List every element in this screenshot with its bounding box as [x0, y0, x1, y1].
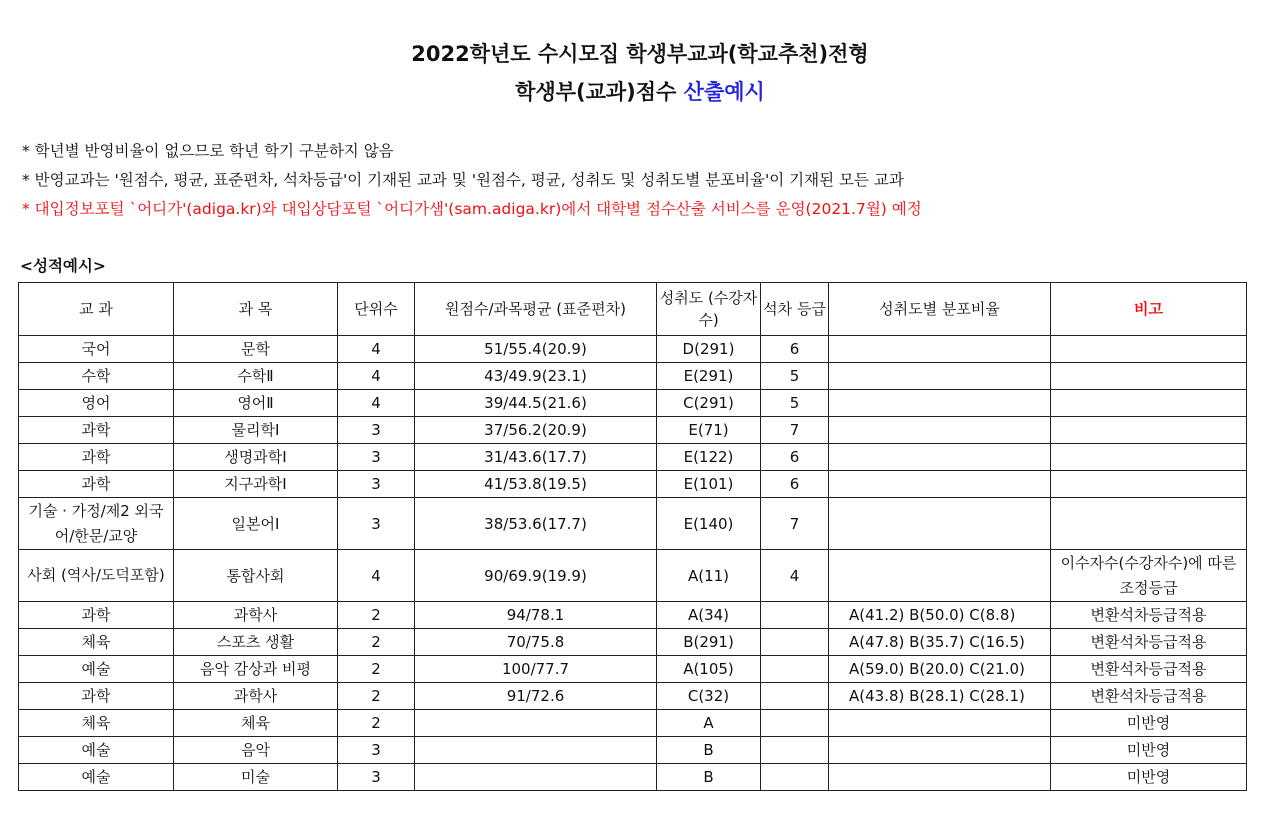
cell-remark: 미반영	[1051, 710, 1247, 737]
table-row	[19, 683, 1247, 710]
header-remark: 비고	[1051, 283, 1247, 336]
cell-achievement: A(11)	[657, 550, 761, 602]
cell-rank: 6	[761, 336, 829, 363]
cell-ratio	[829, 336, 1051, 363]
table-row	[19, 629, 1247, 656]
cell-units: 2	[338, 656, 415, 683]
cell-subject-area: 체육	[19, 710, 174, 737]
cell-score: 43/49.9(23.1)	[415, 363, 657, 390]
header-subject: 과 목	[174, 283, 338, 336]
cell-achievement: D(291)	[657, 336, 761, 363]
table-row	[19, 602, 1247, 629]
cell-remark: 변환석차등급적용	[1051, 602, 1247, 629]
cell-ratio	[829, 498, 1051, 550]
cell-score: 70/75.8	[415, 629, 657, 656]
cell-score: 41/53.8(19.5)	[415, 471, 657, 498]
cell-subject-area: 수학	[19, 363, 174, 390]
cell-subject-area: 과학	[19, 471, 174, 498]
cell-ratio	[829, 390, 1051, 417]
cell-rank: 7	[761, 417, 829, 444]
cell-subject-area: 과학	[19, 417, 174, 444]
cell-units: 4	[338, 550, 415, 602]
cell-subject-area: 국어	[19, 336, 174, 363]
cell-ratio	[829, 444, 1051, 471]
cell-units: 3	[338, 737, 415, 764]
cell-units: 3	[338, 498, 415, 550]
cell-score	[415, 710, 657, 737]
cell-rank	[761, 710, 829, 737]
cell-score: 37/56.2(20.9)	[415, 417, 657, 444]
cell-subject: 영어Ⅱ	[174, 390, 338, 417]
cell-rank	[761, 764, 829, 791]
cell-ratio	[829, 471, 1051, 498]
cell-achievement: E(101)	[657, 471, 761, 498]
cell-remark	[1051, 363, 1247, 390]
notes-list	[22, 140, 922, 227]
cell-units: 4	[338, 336, 415, 363]
cell-ratio: A(59.0) B(20.0) C(21.0)	[829, 656, 1051, 683]
cell-units: 2	[338, 683, 415, 710]
cell-subject: 스포츠 생활	[174, 629, 338, 656]
cell-subject-area: 체육	[19, 629, 174, 656]
header-score: 원점수/과목평균 (표준편차)	[415, 283, 657, 336]
cell-achievement: B(291)	[657, 629, 761, 656]
cell-subject-area: 과학	[19, 602, 174, 629]
cell-ratio: A(47.8) B(35.7) C(16.5)	[829, 629, 1051, 656]
cell-subject-area: 예술	[19, 764, 174, 791]
cell-rank: 7	[761, 498, 829, 550]
cell-remark	[1051, 390, 1247, 417]
cell-ratio	[829, 737, 1051, 764]
cell-rank	[761, 737, 829, 764]
subtitle-accent: 산출예시	[683, 80, 765, 104]
grade-example-table	[18, 282, 1247, 791]
header-units: 단위수	[338, 283, 415, 336]
cell-units: 4	[338, 390, 415, 417]
cell-achievement: E(71)	[657, 417, 761, 444]
cell-achievement: C(32)	[657, 683, 761, 710]
cell-remark: 미반영	[1051, 764, 1247, 791]
note-item: * 대입정보포털 `어디가'(adiga.kr)와 대입상담포털 `어디가샘'(sam.adiga.kr)에서 대학별 점수산출 서비스를 운영(2021.7월) 예정	[22, 200, 922, 218]
cell-remark	[1051, 417, 1247, 444]
cell-rank: 6	[761, 444, 829, 471]
cell-subject-area: 사회 (역사/도덕포함)	[19, 550, 174, 602]
note-item: * 반영교과는 '원점수, 평균, 표준편차, 석차등급'이 기재된 교과 및 '원점수, 평균, 성취도 및 성취도별 분포비율'이 기재된 모든 교과	[22, 171, 904, 189]
table-row	[19, 390, 1247, 417]
cell-remark: 미반영	[1051, 737, 1247, 764]
cell-achievement: A(105)	[657, 656, 761, 683]
cell-score: 38/53.6(17.7)	[415, 498, 657, 550]
cell-score	[415, 764, 657, 791]
cell-achievement: C(291)	[657, 390, 761, 417]
header-ratio: 성취도별 분포비율	[829, 283, 1051, 336]
cell-score: 100/77.7	[415, 656, 657, 683]
cell-ratio	[829, 417, 1051, 444]
cell-score: 31/43.6(17.7)	[415, 444, 657, 471]
cell-units: 2	[338, 710, 415, 737]
cell-units: 3	[338, 417, 415, 444]
cell-subject: 수학Ⅱ	[174, 363, 338, 390]
cell-achievement: E(140)	[657, 498, 761, 550]
table-header-row	[19, 283, 1247, 336]
cell-achievement: E(122)	[657, 444, 761, 471]
cell-achievement: B	[657, 764, 761, 791]
cell-score	[415, 737, 657, 764]
cell-rank	[761, 602, 829, 629]
cell-units: 4	[338, 363, 415, 390]
cell-achievement: B	[657, 737, 761, 764]
cell-achievement: E(291)	[657, 363, 761, 390]
cell-remark: 이수자수(수강자수)에 따른 조정등급	[1051, 550, 1247, 602]
page-subtitle	[0, 76, 1280, 106]
cell-units: 3	[338, 471, 415, 498]
cell-subject: 생명과학Ⅰ	[174, 444, 338, 471]
page-title: 2022학년도 수시모집 학생부교과(학교추천)전형	[411, 42, 869, 66]
table-row	[19, 417, 1247, 444]
cell-subject: 과학사	[174, 683, 338, 710]
cell-remark: 변환석차등급적용	[1051, 683, 1247, 710]
cell-ratio	[829, 710, 1051, 737]
cell-subject: 물리학Ⅰ	[174, 417, 338, 444]
cell-score: 51/55.4(20.9)	[415, 336, 657, 363]
cell-subject: 통합사회	[174, 550, 338, 602]
cell-score: 94/78.1	[415, 602, 657, 629]
note-item: * 학년별 반영비율이 없으므로 학년 학기 구분하지 않음	[22, 142, 394, 160]
cell-subject: 지구과학Ⅰ	[174, 471, 338, 498]
cell-units: 2	[338, 602, 415, 629]
cell-remark	[1051, 336, 1247, 363]
cell-subject-area: 영어	[19, 390, 174, 417]
cell-subject: 문학	[174, 336, 338, 363]
header-rank: 석차 등급	[761, 283, 829, 336]
cell-units: 3	[338, 764, 415, 791]
table-row	[19, 764, 1247, 791]
cell-ratio: A(43.8) B(28.1) C(28.1)	[829, 683, 1051, 710]
cell-subject-area: 예술	[19, 737, 174, 764]
cell-score: 39/44.5(21.6)	[415, 390, 657, 417]
header-subject-area: 교 과	[19, 283, 174, 336]
cell-ratio: A(41.2) B(50.0) C(8.8)	[829, 602, 1051, 629]
cell-subject-area: 과학	[19, 683, 174, 710]
cell-subject-area: 기술 · 가정/제2 외국어/한문/교양	[19, 498, 174, 550]
cell-ratio	[829, 550, 1051, 602]
cell-subject: 과학사	[174, 602, 338, 629]
table-row	[19, 336, 1247, 363]
cell-units: 2	[338, 629, 415, 656]
cell-remark	[1051, 471, 1247, 498]
cell-ratio	[829, 764, 1051, 791]
cell-achievement: A(34)	[657, 602, 761, 629]
cell-rank: 4	[761, 550, 829, 602]
cell-remark	[1051, 498, 1247, 550]
cell-rank: 5	[761, 363, 829, 390]
table-row	[19, 444, 1247, 471]
section-label: <성적예시>	[20, 257, 106, 275]
cell-remark: 변환석차등급적용	[1051, 629, 1247, 656]
header-achievement: 성취도 (수강자수)	[657, 283, 761, 336]
table-row	[19, 471, 1247, 498]
cell-rank: 6	[761, 471, 829, 498]
cell-rank	[761, 656, 829, 683]
cell-ratio	[829, 363, 1051, 390]
cell-rank	[761, 683, 829, 710]
table-row	[19, 710, 1247, 737]
table-row	[19, 550, 1247, 602]
subtitle-main: 학생부(교과)점수	[515, 80, 684, 104]
table-row	[19, 498, 1247, 550]
cell-rank	[761, 629, 829, 656]
cell-rank: 5	[761, 390, 829, 417]
cell-subject: 음악	[174, 737, 338, 764]
cell-score: 90/69.9(19.9)	[415, 550, 657, 602]
table-row	[19, 656, 1247, 683]
cell-subject-area: 과학	[19, 444, 174, 471]
table-row	[19, 363, 1247, 390]
cell-subject-area: 예술	[19, 656, 174, 683]
cell-subject: 미술	[174, 764, 338, 791]
cell-achievement: A	[657, 710, 761, 737]
cell-units: 3	[338, 444, 415, 471]
cell-remark	[1051, 444, 1247, 471]
cell-score: 91/72.6	[415, 683, 657, 710]
cell-remark: 변환석차등급적용	[1051, 656, 1247, 683]
cell-subject: 체육	[174, 710, 338, 737]
cell-subject: 음악 감상과 비평	[174, 656, 338, 683]
table-row	[19, 737, 1247, 764]
cell-subject: 일본어Ⅰ	[174, 498, 338, 550]
